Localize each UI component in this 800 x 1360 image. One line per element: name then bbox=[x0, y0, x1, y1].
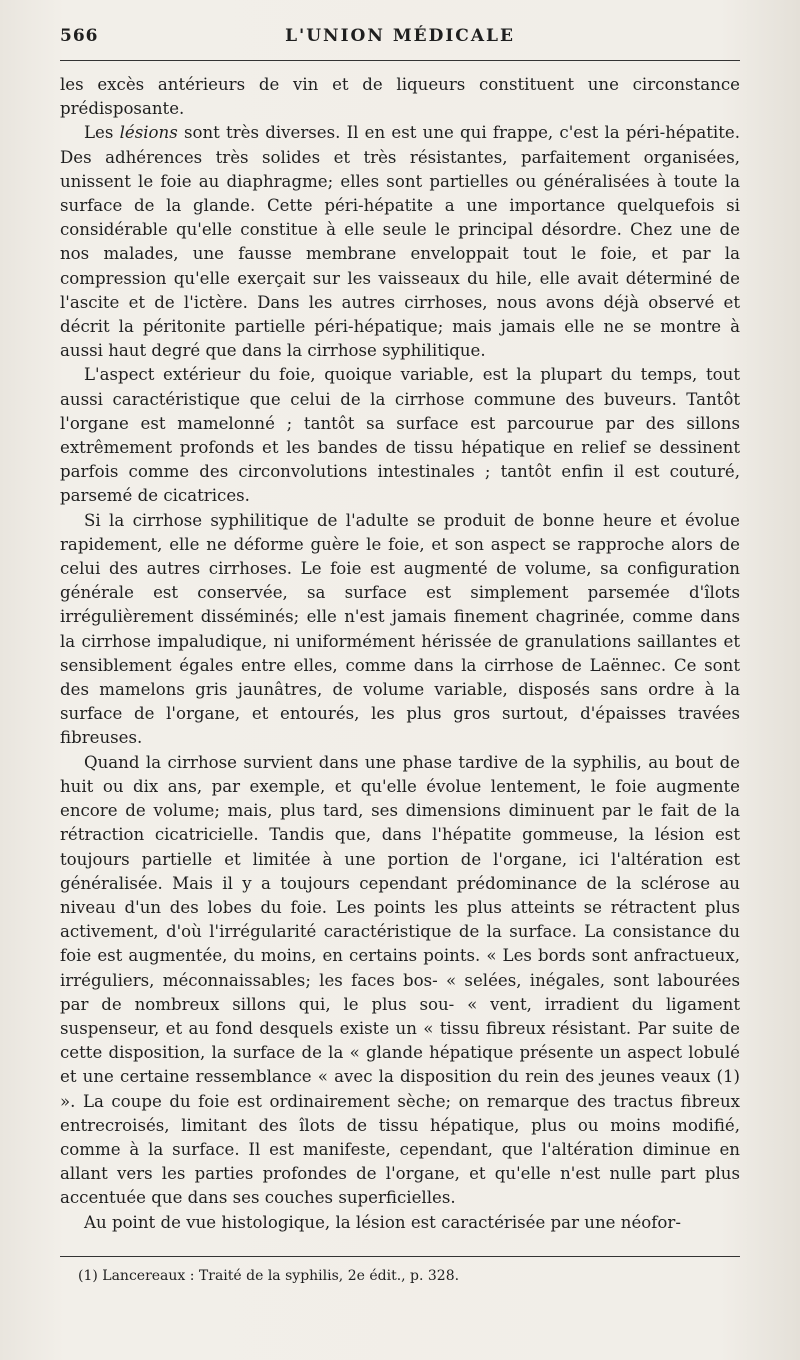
paragraph-1 bbox=[60, 73, 740, 121]
paragraph-2 bbox=[60, 121, 740, 363]
footnote bbox=[78, 1266, 738, 1286]
paragraph-text: Si la cirrhose syphilitique de l'adulte se produit de bonne heure et évolue rapidement, elle ne déforme guère le foie, et son aspect se rapproche alors de celui des autres cirrhoses. Le foie est augmenté de volume, sa configuration générale est conservée, sa surface est simplement parsemée d'îlots irrégulièrement disséminés; elle n'est jamais finement chagrinée, comme dans la cirrhose impaludique, ni uniformément hérissée de granulations saillantes et sensiblement égales entre elles, comme dans la cirrhose de Laënnec. Ce sont des mamelons gris jaunâtres, de volume variable, disposés sans ordre à la surface de l'organe, et entourés, les plus gros surtout, d'épaisses travées fibreuses. bbox=[60, 510, 740, 748]
paragraph-lead: Les bbox=[84, 123, 120, 143]
paragraph-4 bbox=[60, 509, 740, 751]
paragraph-3 bbox=[60, 363, 740, 508]
paragraph-text: sont très diverses. Il en est une qui frappe, c'est la péri-hépatite. Des adhérences très solides et très résistantes, parfaitement organisées, unissent le foie au diaphragme; elles sont partielles ou généralisées à toute la surface de la glande. Cette péri-hépatite a une importance quelquefois si considérable qu'elle constitue à elle seule le principal désordre. Chez une de nos malades, une fausse membrane enveloppait tout le foie, et par la compression qu'elle exerçait sur les vaisseaux du hile, elle avait déterminé de l'ascite et de l'ictère. Dans les autres cirrhoses, nous avons déjà observé et décrit la péritonite partielle péri-hépatique; mais jamais elle ne se montre à aussi haut degré que dans la cirrhose syphilitique. bbox=[60, 123, 740, 361]
paragraph-text: Au point de vue histologique, la lésion est caractérisée par une néofor- bbox=[84, 1212, 681, 1232]
paragraph-text: les excès antérieurs de vin et de liqueurs constituent une circonstance prédisposante. bbox=[60, 75, 740, 119]
footnote-text: (1) Lancereaux : Traité de la syphilis, 2e édit., p. 328. bbox=[78, 1268, 460, 1284]
body-text bbox=[60, 73, 740, 1235]
header-rule bbox=[60, 60, 740, 61]
paragraph-text: Quand la cirrhose survient dans une phase tardive de la syphilis, au bout de huit ou dix ans, par exemple, et qu'elle évolue lentement, le foie augmente encore de volume; mais, plus tard, ses dimensions diminuent par le fait de la rétraction cicatricielle. Tandis que, dans l'hépatite gommeuse, la lésion est toujours partielle et limitée à une portion de l'organe, ici l'altération est généralisée. Mais il y a toujours cependant prédominance de la sclérose au niveau d'un des lobes du foie. Les points les plus atteints se rétractent plus activement, d'où l'irrégularité caractéristique de la surface. La consistance du foie est augmentée, du moins, en certains points. « Les bords sont anfractueux, irréguliers, méconnaissables; les faces bos- « selées, inégales, sont labourées par de nombreux sillons qui, le plus sou- « vent, irradient du ligament suspenseur, et au fond desquels existe un « tissu fibreux résistant. Par suite de cette disposition, la surface de la « glande hépatique présente un aspect lobulé et une certaine ressemblance « avec la disposition du rein des jeunes veaux (1) ». La coupe du foie est ordinairement sèche; on remarque des tractus fibreux entrecroisés, limitant des îlots de tissu hépatique, plus ou moins modifié, comme à la surface. Il est manifeste, cependant, que l'altération diminue en allant vers les parties profondes de l'organe, et qu'elle n'est nulle part plus accentuée que dans ses couches superficielles. bbox=[60, 752, 740, 1208]
running-title: L'UNION MÉDICALE bbox=[285, 26, 515, 46]
paragraph-5 bbox=[60, 751, 740, 1211]
footnote-rule bbox=[60, 1256, 740, 1257]
page-number: 566 bbox=[60, 26, 99, 46]
paragraph-6 bbox=[60, 1211, 740, 1235]
paragraph-text: L'aspect extérieur du foie, quoique variable, est la plupart du temps, tout aussi caractéristique que celui de la cirrhose commune des buveurs. Tantôt l'organe est mamelonné ; tantôt sa surface est parcourue par des sillons extrêmement profonds et les bandes de tissu hépatique en relief se dessinent parfois comme des circonvolutions intestinales ; tantôt enfin il est couturé, parsemé de cicatrices. bbox=[60, 365, 740, 506]
emphasis-word: lésions bbox=[119, 123, 178, 143]
page-header bbox=[60, 26, 740, 56]
